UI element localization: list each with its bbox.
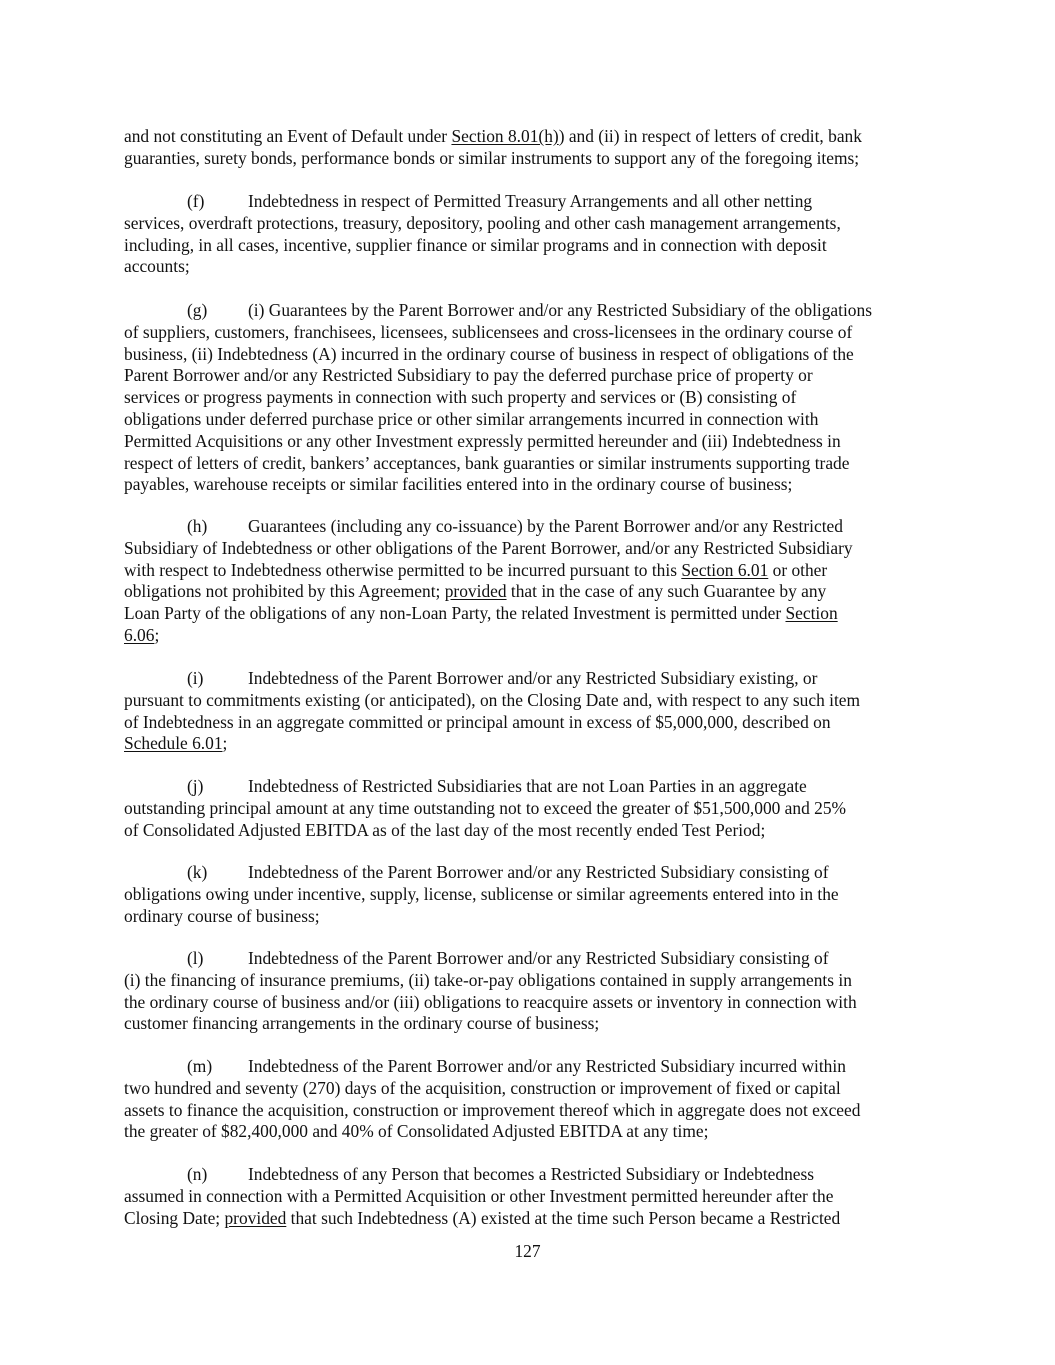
paragraph-label: (k) [187,862,208,882]
cross-reference: Section 6.01 [681,559,769,580]
cross-reference: provided [444,581,507,602]
paragraph-j [124,776,930,841]
text-line [124,191,930,213]
text-segment: the ordinary course of business and/or (iii) obligations to reacquire assets or inventory in connection with [124,991,857,1012]
text-line [124,603,930,625]
text-segment: that such Indebtedness (A) existed at the time such Person became a Restricted [286,1207,841,1228]
text-line [124,1013,930,1035]
text-segment: payables, warehouse receipts or similar facilities entered into in the ordinary course of business; [124,474,793,495]
text-segment: Indebtedness of the Parent Borrower and/or any Restricted Subsidiary existing, or [248,668,818,688]
text-segment: obligations not prohibited by this Agreement; [124,581,445,602]
cross-reference: Section 8.01(h) [451,126,559,146]
paragraph-l [124,948,930,1035]
text-line [124,322,930,344]
paragraph-label: (i) [187,668,204,688]
text-line [124,1056,930,1078]
cross-reference: 6.06 [124,624,155,645]
text-line [124,474,930,496]
paragraph-f [124,191,930,278]
text-segment: Indebtedness of the Parent Borrower and/or any Restricted Subsidiary consisting of [248,948,829,968]
text-line [124,798,930,820]
text-line [124,690,930,712]
text-segment: assets to finance the acquisition, construction or improvement thereof which in aggregate does not exceed [124,1099,861,1120]
paragraph-k [124,862,930,927]
text-segment: of Consolidated Adjusted EBITDA as of the last day of the most recently ended Test Period; [124,819,766,840]
text-segment: that in the case of any such Guarantee by any [506,581,827,602]
text-line [124,126,930,148]
paragraph-label: (j) [187,776,204,796]
paragraph-label: (m) [187,1056,213,1076]
paragraph-h [124,516,930,647]
text-line [124,970,930,992]
text-line [124,256,930,278]
text-line [124,992,930,1014]
text-line [124,538,930,560]
text-segment: respect of letters of credit, bankers’ acceptances, bank guaranties or similar instruments supporting trade [124,452,850,473]
text-segment: customer financing arrangements in the ordinary course of business; [124,1013,600,1034]
text-segment: and not constituting an Event of Default under [124,126,452,146]
text-line [124,1100,930,1122]
paragraph-m [124,1056,930,1143]
text-segment: business, (ii) Indebtedness (A) incurred in the ordinary course of business in respect of obligations of the [124,343,854,364]
text-segment: obligations owing under incentive, supply, license, sublicense or similar agreements entered into in the [124,883,839,904]
text-segment: (i) Guarantees by the Parent Borrower and/or any Restricted Subsidiary of the obligations [248,300,872,320]
cross-reference: Schedule 6.01 [124,733,223,754]
text-segment: two hundred and seventy (270) days of the acquisition, construction or improvement of fixed or capital [124,1077,841,1098]
text-segment: accounts; [124,256,190,277]
text-segment: ) and (ii) in respect of letters of credit, bank [558,126,862,146]
text-line [124,884,930,906]
paragraph-label: (l) [187,948,204,968]
text-segment: the greater of $82,400,000 and 40% of Consolidated Adjusted EBITDA at any time; [124,1121,709,1142]
text-segment: Loan Party of the obligations of any non-Loan Party, the related Investment is permitted under [124,603,786,624]
text-segment: Closing Date; [124,1207,225,1228]
text-line [124,560,930,582]
text-segment: Indebtedness in respect of Permitted Treasury Arrangements and all other netting [248,191,813,211]
text-line [124,387,930,409]
text-line [124,1164,930,1186]
text-segment: Indebtedness of the Parent Borrower and/or any Restricted Subsidiary consisting of [248,862,829,882]
text-segment: Guarantees (including any co-issuance) by the Parent Borrower and/or any Restricted [248,516,843,536]
text-segment: assumed in connection with a Permitted Acquisition or other Investment permitted hereunder after the [124,1185,834,1206]
text-line [124,906,930,928]
text-segment: of suppliers, customers, franchisees, licensees, sublicensees and cross-licensees in the ordinary course of [124,321,853,342]
paragraph-label: (n) [187,1164,208,1184]
text-line [124,1208,930,1230]
text-line [124,516,930,538]
cross-reference: provided [224,1207,287,1228]
text-line [124,300,930,322]
text-line [124,1078,930,1100]
paragraph-g [124,300,930,496]
text-segment: including, in all cases, incentive, supplier finance or similar programs and in connection with deposit [124,234,827,255]
text-line [124,344,930,366]
text-line [124,1121,930,1143]
paragraph-i [124,668,930,755]
text-segment: Indebtedness of the Parent Borrower and/or any Restricted Subsidiary incurred within [248,1056,846,1076]
text-line [124,776,930,798]
text-line [124,453,930,475]
cross-reference: Section [785,603,838,624]
text-segment: Indebtedness of any Person that becomes a Restricted Subsidiary or Indebtedness [248,1164,815,1184]
text-segment: services or progress payments in connection with such property and services or (B) consisting of [124,387,797,408]
paragraph-label: (h) [187,516,208,536]
paragraph-continuation [124,126,930,170]
text-line [124,948,930,970]
text-line [124,820,930,842]
text-line [124,862,930,884]
text-segment: services, overdraft protections, treasury, depository, pooling and other cash management arrangements, [124,212,841,233]
text-line [124,733,930,755]
text-segment: ; [222,733,228,754]
text-line [124,148,930,170]
text-line [124,668,930,690]
text-segment: Subsidiary of Indebtedness or other obligations of the Parent Borrower, and/or any Restricted Subsidiary [124,537,853,558]
paragraph-n [124,1164,930,1229]
text-segment: guaranties, surety bonds, performance bonds or similar instruments to support any of the foregoing items; [124,147,860,168]
text-line [124,213,930,235]
text-line [124,409,930,431]
text-line [124,712,930,734]
text-segment: (i) the financing of insurance premiums, (ii) take-or-pay obligations contained in supply arrangements in [124,969,852,990]
text-segment: ordinary course of business; [124,905,320,926]
text-segment: pursuant to commitments existing (or anticipated), on the Closing Date and, with respect to any such item [124,689,861,710]
text-line [124,235,930,257]
text-segment: Parent Borrower and/or any Restricted Subsidiary to pay the deferred purchase price of property or [124,365,813,386]
text-segment: obligations under deferred purchase price or other similar arrangements incurred in connection with [124,408,819,429]
paragraph-label: (f) [187,191,205,211]
text-line [124,625,930,647]
text-segment: outstanding principal amount at any time outstanding not to exceed the greater of $51,500,000 and 25% [124,797,847,818]
text-line [124,581,930,603]
text-segment: or other [768,559,828,580]
text-segment: Indebtedness of Restricted Subsidiaries that are not Loan Parties in an aggregate [248,776,807,796]
page-number: 127 [514,1241,541,1261]
text-line [124,431,930,453]
text-line [124,1186,930,1208]
text-segment: Permitted Acquisitions or any other Investment expressly permitted hereunder and (iii) Indebtedness in [124,430,841,451]
text-segment: with respect to Indebtedness otherwise permitted to be incurred pursuant to this [124,559,682,580]
text-line [124,365,930,387]
text-segment: of Indebtedness in an aggregate committed or principal amount in excess of $5,000,000, described on [124,711,831,732]
paragraph-label: (g) [187,300,208,320]
text-segment: ; [154,624,160,645]
